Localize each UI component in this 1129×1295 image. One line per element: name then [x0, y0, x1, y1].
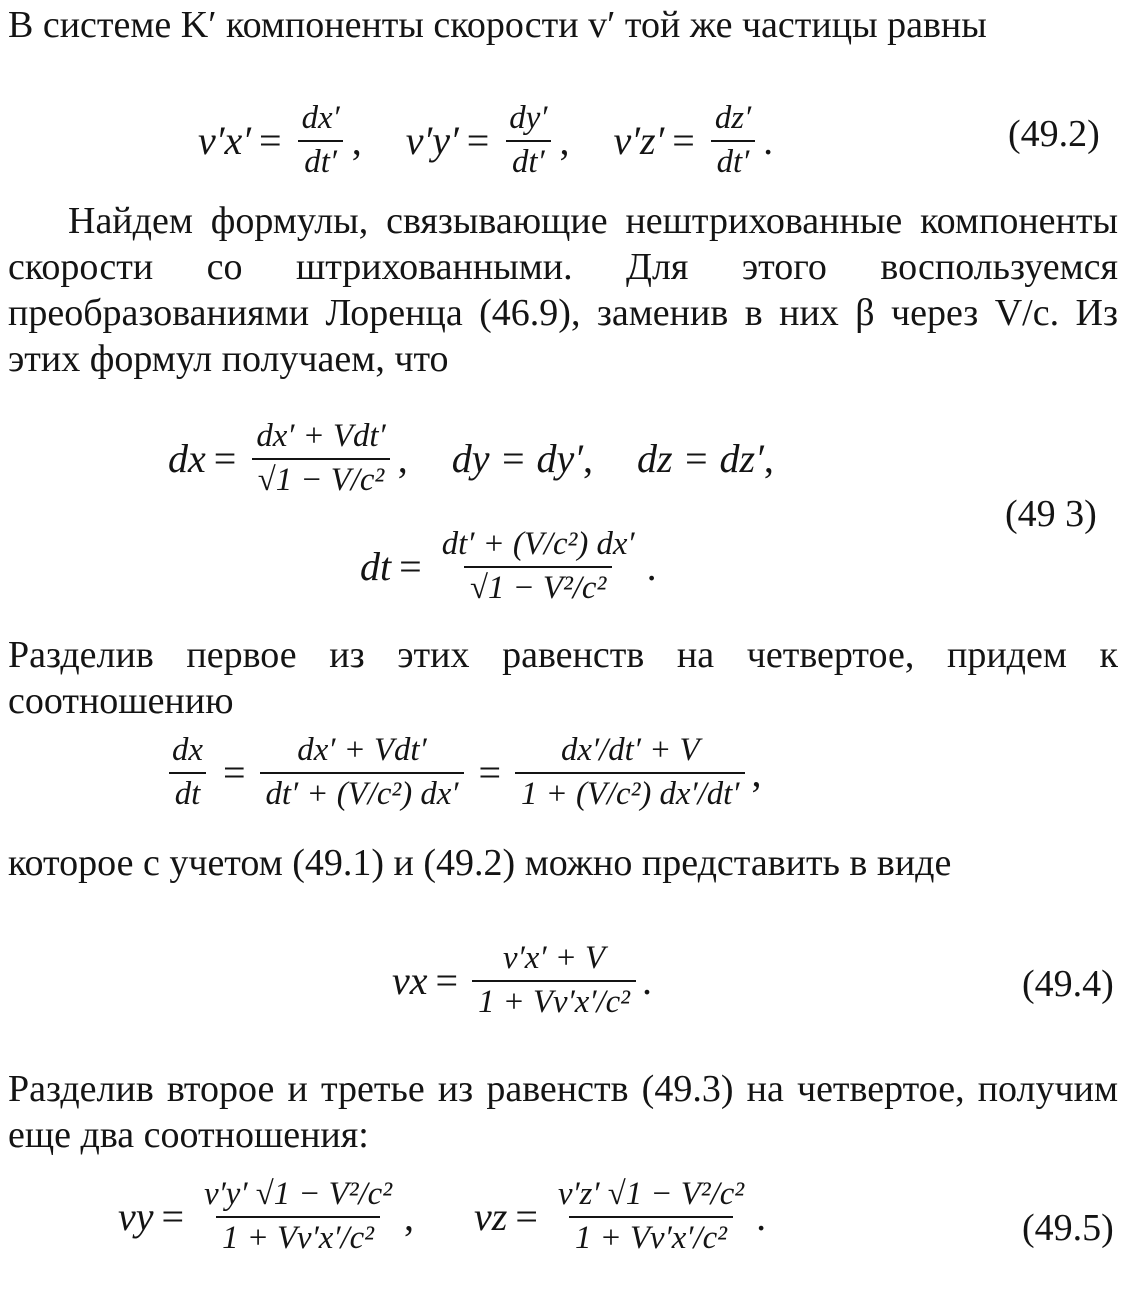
frac-vy: $\frac{\text{v′y′ √1 − V²/c²}}{\text{1 + Vv′x′/c²}}$ — [204, 1176, 393, 1256]
paragraph-divide-second: Разделив второе и третье из равенств (49.3) на четвертое, получим еще два соотношения: — [8, 1068, 1118, 1156]
equation-number-49-2: (49.2) — [1008, 113, 1100, 155]
equation-49-5: vy = $\frac{\text{v′y′ √1 − V²/c²}}{\text{1 + Vv′x′/c²}}$ , vz = $\frac{\text{v′z′ √1 − V²/c²}}{\text{1 + Vv′x′/c²}}$ . — [118, 1176, 767, 1256]
frac-dz-dt: $\frac{dz'}{dt'}$ — [709, 100, 757, 181]
paragraph-intro: В системе K′ компоненты скорости v′ той же частицы равны — [8, 4, 987, 46]
equation-number-49-5: (49.5) — [1022, 1207, 1114, 1249]
equation-number-49-4: (49.4) — [1022, 963, 1114, 1005]
frac-vz: $\frac{\text{v′z′ √1 − V²/c²}}{\text{1 + Vv′x′/c²}}$ — [557, 1176, 745, 1256]
frac-dx-dt: $\frac{dx'}{dt'}$ — [296, 100, 346, 181]
eq-vx-prime: v′x′ — [198, 118, 252, 164]
paragraph-lorentz: Найдем формулы, связывающие нештрихованные компоненты скорости со штрихованными. Для этого воспользуемся преобразованиями Лоренца (46.9), заменив в них β через V/c. Из этих формул получаем, что — [8, 200, 1118, 380]
eq-dz: dz = dz′ — [636, 436, 764, 482]
equation-49-3-first-line: dx = $\frac{\text{dx′ + Vdt′}}{\text{√1 − V/c²}}$ , dy = dy′ , dz = dz′ , — [168, 418, 774, 498]
frac-middle: $\frac{\text{dx′ + Vdt′}}{\text{dt′ + (V/c²) dx′}}$ — [260, 732, 465, 813]
equation-49-4: vx = $\frac{v'x' + V}{\text{1 + Vv′x′/c²}}$ . — [392, 940, 653, 1020]
frac-dx-over-dt: $\frac{dx}{dt}$ — [166, 732, 209, 813]
frac-vx: $\frac{v'x' + V}{\text{1 + Vv′x′/c²}}$ — [472, 940, 636, 1021]
eq-vz-prime: v′z′ — [613, 118, 665, 164]
frac-dx: $\frac{\text{dx′ + Vdt′}}{\text{√1 − V/c²}}$ — [250, 418, 391, 499]
eq-vy-prime: v′y′ — [405, 118, 459, 164]
equation-ratio: $\frac{dx}{dt}$ = $\frac{\text{dx′ + Vdt′}}{\text{dt′ + (V/c²) dx′}}$ = $\frac{dx'/dt' + V}{\text{1 + (V/c²) dx′/dt′}}$ , — [160, 732, 761, 813]
frac-right: $\frac{dx'/dt' + V}{\text{1 + (V/c²) dx′/dt′}}$ — [515, 732, 745, 813]
frac-dt: $\frac{\text{dt′ + (V/c²) dx′}}{\text{√1 − V²/c²}}$ — [441, 526, 635, 606]
paragraph-with-account: которое с учетом (49.1) и (49.2) можно представить в виде — [8, 842, 952, 884]
paragraph-divide-first: Разделив первое из этих равенств на четвертое, придем к соотношению — [8, 634, 1118, 722]
eq-dy: dy = dy′ — [451, 436, 583, 482]
equation-49-3-second-line: dt = $\frac{\text{dt′ + (V/c²) dx′}}{\text{√1 − V²/c²}}$ . — [360, 526, 657, 606]
equation-number-49-3: (49 3) — [1005, 493, 1097, 535]
frac-dy-dt: $\frac{dy'}{dt'}$ — [503, 100, 553, 181]
equation-49-2: v′x′ = $\frac{dx'}{dt'}$ , v′y′ = $\frac{dy'}{dt'}$ , v′z′ = $\frac{dz'}{dt'}$ . — [198, 100, 774, 180]
